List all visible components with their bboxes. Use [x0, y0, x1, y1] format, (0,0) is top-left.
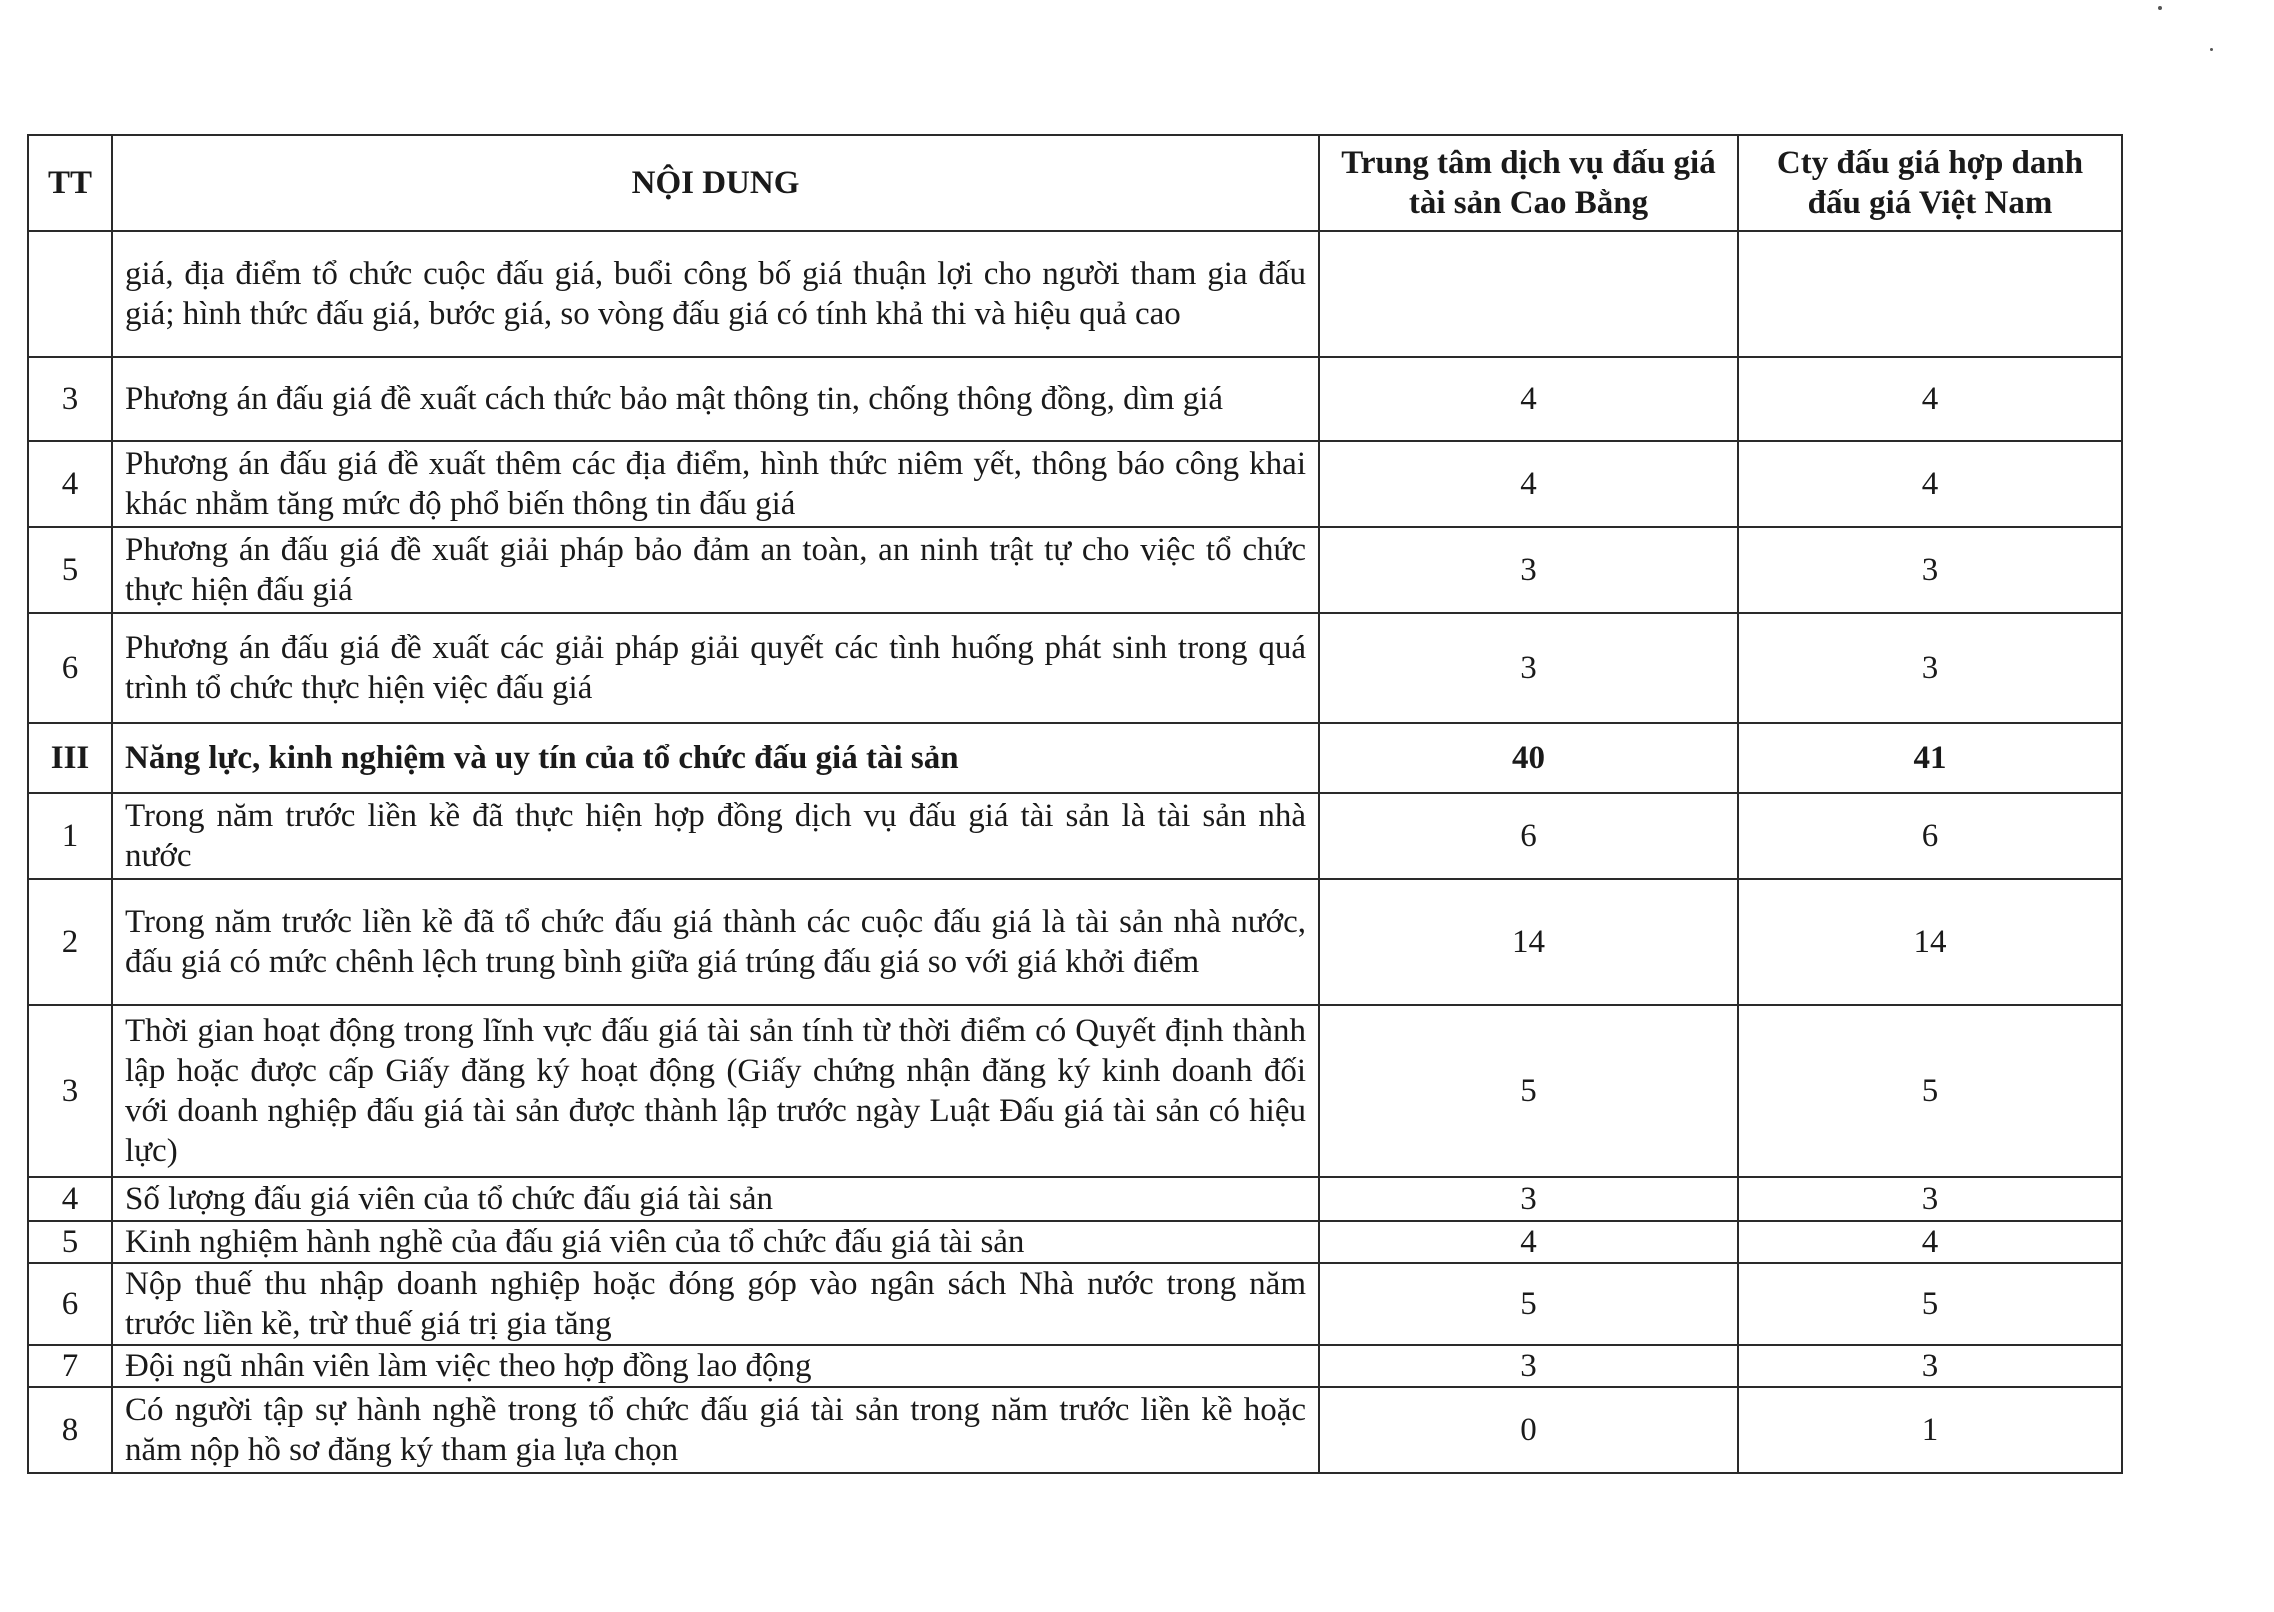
- table-row: [28, 723, 2122, 793]
- score-cao-bang-center: 0: [1319, 1387, 1738, 1473]
- row-number: 7: [28, 1345, 112, 1387]
- table-body: [28, 231, 2122, 1473]
- score-viet-nam-company: 4: [1738, 441, 2122, 527]
- score-viet-nam-company: 1: [1738, 1387, 2122, 1473]
- table-row: [28, 1387, 2122, 1473]
- score-cao-bang-center: 3: [1319, 613, 1738, 723]
- score-cao-bang-center: 5: [1319, 1005, 1738, 1177]
- row-number: 5: [28, 1221, 112, 1263]
- score-viet-nam-company: 3: [1738, 613, 2122, 723]
- row-number: [28, 231, 112, 357]
- scan-speck: [2210, 48, 2213, 51]
- score-cao-bang-center: 3: [1319, 1345, 1738, 1387]
- scan-speck: [2158, 6, 2162, 10]
- table-row: [28, 1005, 2122, 1177]
- header-viet-nam-company: Cty đấu giá hợp danh đấu giá Việt Nam: [1738, 135, 2122, 231]
- table-row: [28, 793, 2122, 879]
- score-viet-nam-company: 5: [1738, 1263, 2122, 1345]
- table-row: [28, 357, 2122, 441]
- row-content: Số lượng đấu giá viên của tổ chức đấu giá tài sản: [112, 1177, 1319, 1221]
- score-viet-nam-company: 5: [1738, 1005, 2122, 1177]
- row-number: 6: [28, 1263, 112, 1345]
- row-number: 3: [28, 1005, 112, 1177]
- table-row: [28, 527, 2122, 613]
- row-content: Phương án đấu giá đề xuất giải pháp bảo đảm an toàn, an ninh trật tự cho việc tổ chức thực hiện đấu giá: [112, 527, 1319, 613]
- row-number: 6: [28, 613, 112, 723]
- score-cao-bang-center: 3: [1319, 1177, 1738, 1221]
- row-number: 4: [28, 441, 112, 527]
- table-row: [28, 1177, 2122, 1221]
- table-row: [28, 1263, 2122, 1345]
- score-viet-nam-company: 6: [1738, 793, 2122, 879]
- row-content: Phương án đấu giá đề xuất thêm các địa điểm, hình thức niêm yết, thông báo công khai khác nhằm tăng mức độ phổ biến thông tin đấu giá: [112, 441, 1319, 527]
- score-viet-nam-company: 3: [1738, 1177, 2122, 1221]
- row-content: Thời gian hoạt động trong lĩnh vực đấu giá tài sản tính từ thời điểm có Quyết định thành lập hoặc được cấp Giấy đăng ký hoạt động (Giấy chứng nhận đăng ký kinh doanh đối với doanh nghiệp đấu giá tài sản được thành lập trước ngày Luật Đấu giá tài sản có hiệu lực): [112, 1005, 1319, 1177]
- table-header-row: [28, 135, 2122, 231]
- row-number: 2: [28, 879, 112, 1005]
- table-row: [28, 441, 2122, 527]
- header-cao-bang-center: Trung tâm dịch vụ đấu giá tài sản Cao Bằng: [1319, 135, 1738, 231]
- score-cao-bang-center: 3: [1319, 527, 1738, 613]
- header-content: NỘI DUNG: [112, 135, 1319, 231]
- score-cao-bang-center: 4: [1319, 1221, 1738, 1263]
- table-row: [28, 231, 2122, 357]
- row-content: giá, địa điểm tổ chức cuộc đấu giá, buổi công bố giá thuận lợi cho người tham gia đấu giá; hình thức đấu giá, bước giá, so vòng đấu giá có tính khả thi và hiệu quả cao: [112, 231, 1319, 357]
- table-row: [28, 1221, 2122, 1263]
- row-content: Phương án đấu giá đề xuất các giải pháp giải quyết các tình huống phát sinh trong quá trình tổ chức thực hiện việc đấu giá: [112, 613, 1319, 723]
- row-content: Đội ngũ nhân viên làm việc theo hợp đồng lao động: [112, 1345, 1319, 1387]
- score-cao-bang-center: 4: [1319, 357, 1738, 441]
- row-number: III: [28, 723, 112, 793]
- row-number: 4: [28, 1177, 112, 1221]
- score-viet-nam-company: 3: [1738, 1345, 2122, 1387]
- row-content: Có người tập sự hành nghề trong tổ chức đấu giá tài sản trong năm trước liền kề hoặc năm nộp hồ sơ đăng ký tham gia lựa chọn: [112, 1387, 1319, 1473]
- row-content: Trong năm trước liền kề đã tổ chức đấu giá thành các cuộc đấu giá là tài sản nhà nước, đấu giá có mức chênh lệch trung bình giữa giá trúng đấu giá so với giá khởi điểm: [112, 879, 1319, 1005]
- scoring-table: [27, 134, 2123, 1474]
- score-cao-bang-center: 4: [1319, 441, 1738, 527]
- score-viet-nam-company: 4: [1738, 1221, 2122, 1263]
- score-viet-nam-company: 3: [1738, 527, 2122, 613]
- row-number: 8: [28, 1387, 112, 1473]
- score-viet-nam-company: [1738, 231, 2122, 357]
- row-content: Trong năm trước liền kề đã thực hiện hợp đồng dịch vụ đấu giá tài sản là tài sản nhà nước: [112, 793, 1319, 879]
- row-number: 1: [28, 793, 112, 879]
- row-content: Năng lực, kinh nghiệm và uy tín của tổ chức đấu giá tài sản: [112, 723, 1319, 793]
- row-number: 3: [28, 357, 112, 441]
- row-number: 5: [28, 527, 112, 613]
- score-cao-bang-center: 14: [1319, 879, 1738, 1005]
- row-content: Kinh nghiệm hành nghề của đấu giá viên của tổ chức đấu giá tài sản: [112, 1221, 1319, 1263]
- score-viet-nam-company: 14: [1738, 879, 2122, 1005]
- score-cao-bang-center: 6: [1319, 793, 1738, 879]
- score-cao-bang-center: 5: [1319, 1263, 1738, 1345]
- score-viet-nam-company: 4: [1738, 357, 2122, 441]
- table-row: [28, 613, 2122, 723]
- row-content: Phương án đấu giá đề xuất cách thức bảo mật thông tin, chống thông đồng, dìm giá: [112, 357, 1319, 441]
- table-row: [28, 879, 2122, 1005]
- score-cao-bang-center: [1319, 231, 1738, 357]
- row-content: Nộp thuế thu nhập doanh nghiệp hoặc đóng góp vào ngân sách Nhà nước trong năm trước liền kề, trừ thuế giá trị gia tăng: [112, 1263, 1319, 1345]
- table-row: [28, 1345, 2122, 1387]
- header-tt: TT: [28, 135, 112, 231]
- score-cao-bang-center: 40: [1319, 723, 1738, 793]
- score-viet-nam-company: 41: [1738, 723, 2122, 793]
